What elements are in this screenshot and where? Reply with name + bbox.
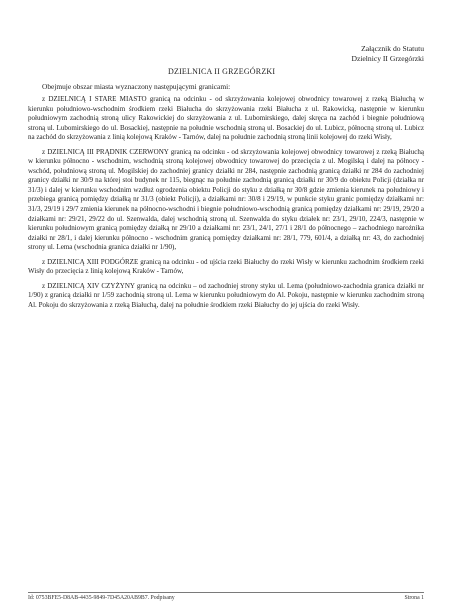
intro-text: Obejmuje obszar miasta wyznaczony następującymi granicami:	[42, 82, 231, 91]
footer-page-number: Strona 1	[404, 595, 424, 601]
paragraph-stare-miasto: z DZIELNICĄ I STARE MIASTO granicą na odcinku - od skrzyżowania kolejowej obwodnicy towarowej z rzeką Białuchą w kierunku południowo-wschodnim środkiem rzeki Białucha do skrzyżowania rzeki Białucha z ul. Rakowicką, następnie w kierunku południowym zachodnią stroną ulicy Rakowickiej do skrzyżowania z ul. Lubomirskiego, dalej skręca na zachód i biegnie południową stroną ul. Lubomirskiego do ul. Bosackiej, następnie na południe wschodnią stroną ul. Bosackiej do ul. Lubicz, północną stroną ul. Lubicz na zachód do skrzyżowania z linią kolejową Kraków - Tarnów, dalej na południe zachodnią stroną linii kolejowej do rzeki Wisły,	[28, 95, 424, 142]
footer-document-id: Id: 0753BFE5-D8AB-4435-9849-7D45A20AB9B7. Podpisany	[28, 595, 175, 601]
paragraph-czyzyny: z DZIELNICĄ XIV CZYŻYNY granicą na odcinku – od zachodniej strony styku ul. Lema (południowo-zachodnia granica działki nr 1/90) z granicą działki nr 1/59 zachodnią stroną ul. Lema w kierunku południowym do Al. Pokoju, następnie w kierunku zachodnim stroną Al. Pokoju do skrzyżowania z rzeką Białuchą, dalej na południe środkiem rzeki Białuchy do jej ujścia do rzeki Wisły.	[28, 281, 424, 309]
footer-divider	[28, 592, 424, 593]
document-body	[28, 95, 424, 315]
attachment-line-2: Dzielnicy II Grzegórzki	[351, 54, 424, 64]
paragraph-podgorze: z DZIELNICĄ XIII PODGÓRZE granicą na odcinku - od ujścia rzeki Białuchy do rzeki Wisły w kierunku zachodnim środkiem rzeki Wisły do przecięcia z linią kolejową Kraków - Tarnów,	[28, 257, 424, 276]
attachment-note	[351, 44, 424, 65]
document-title: DZIELNICA II GRZEGÓRZKI	[168, 67, 276, 76]
paragraph-pradnik-czerwony: z DZIELNICĄ III PRĄDNIK CZERWONY granicą na odcinku - od skrzyżowania kolejowej obwodnicy towarowej z rzeką Białuchą w kierunku północno - wschodnim, wschodnią stroną kolejowej obwodnicy towarowej do przecięcia z ul. Mogilską i dalej na północy - wschód, południową stroną ul. Mogilskiej do zachodniej granicy działki nr 284, następnie zachodnią granicą działki nr 284 do zachodniej granicy działki nr 30/9 na której stoi budynek nr 115, biegnąc na południe zachodnią granicą działki nr 30/9 do obiektu Policji (działka nr 31/3) i dalej w kierunku wschodnim wzdłuż ogrodzenia obiektu Policji do styku z działką nr 30/8 gdzie zmienia kierunek na południowy i przebiega granicą pomiędzy działką nr 31/3 (obiekt Policji), a działkami nr: 30/8 i 29/19, w punkcie styku granic pomiędzy działkami nr: 31/3, 29/19 i 29/7 zmienia kierunek na północno-wschodni i biegnie południowo-wschodnią granicą pomiędzy działkami nr: 29/19, 29/20 a działkami nr: 29/21, 29/22 do ul. Szenwalda, dalej wschodnią stroną ul. Szenwalda do styku działek nr: 23/1, 29/10, 224/3, następnie w kierunku południowym granicą pomiędzy działką nr 29/10 a działkami nr: 23/1, 24/1, 27/1 i 28/1 do północnego – zachodniego narożnika działki nr 28/1, i dalej kierunku północno - wschodnim granicą pomiędzy działkami nr: 28/1, 779, 601/4, a działką nr: 43, do zachodniej strony ul. Lema (wschodnia granica działki nr 1/90),	[28, 147, 424, 252]
attachment-line-1: Załącznik do Statutu	[361, 44, 424, 53]
